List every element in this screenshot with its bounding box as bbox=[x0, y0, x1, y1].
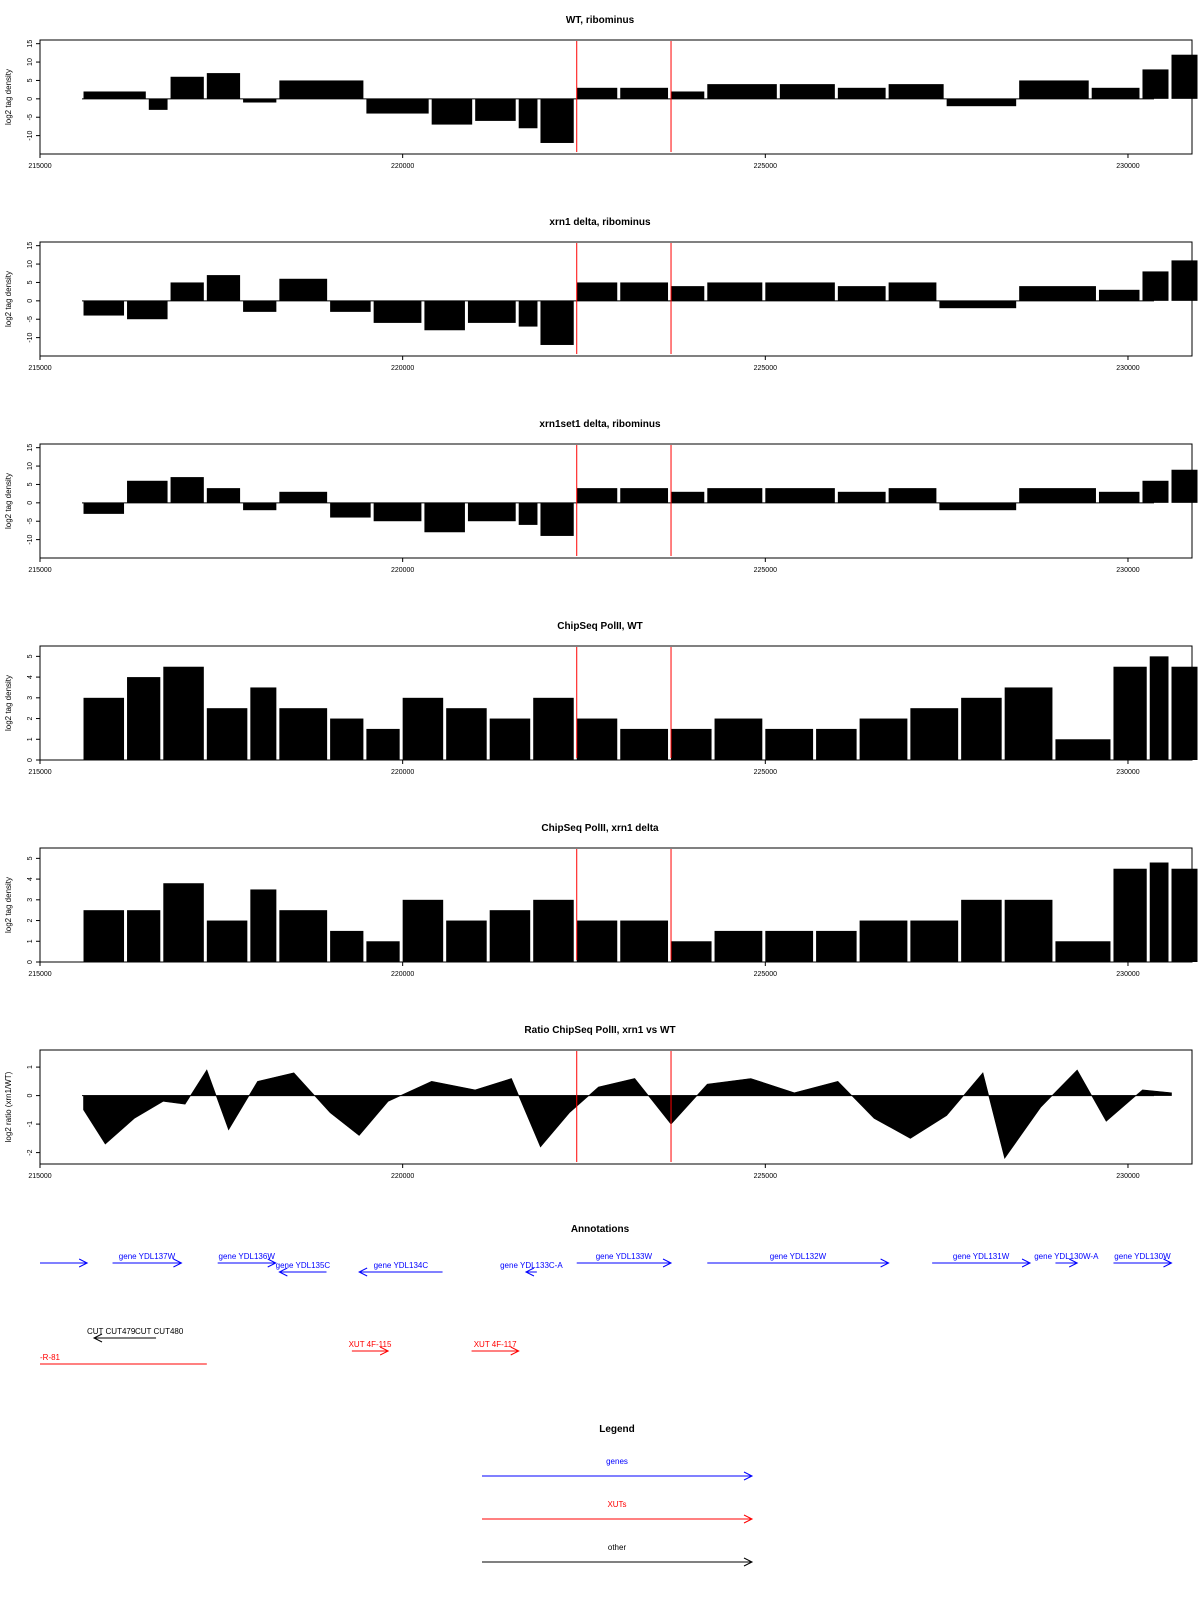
data-bar bbox=[707, 84, 777, 99]
data-bar bbox=[330, 503, 371, 518]
data-bar bbox=[889, 84, 944, 99]
x-tick-label: 225000 bbox=[753, 1173, 777, 1180]
data-bar bbox=[671, 286, 704, 301]
panel-title: Ratio ChipSeq PolII, xrn1 vs WT bbox=[524, 1025, 676, 1036]
legend-label: XUTs bbox=[607, 1500, 627, 1509]
data-bar bbox=[540, 503, 573, 536]
data-bar bbox=[1171, 55, 1197, 99]
x-tick-label: 215000 bbox=[28, 1173, 52, 1180]
data-bar bbox=[149, 99, 168, 110]
data-bar bbox=[171, 77, 204, 99]
x-tick-label: 215000 bbox=[28, 769, 52, 776]
gene-label: gene YDL135C bbox=[275, 1261, 331, 1270]
xut-label: XUT 4F-115 bbox=[348, 1340, 392, 1349]
annotations-title: Annotations bbox=[570, 1224, 630, 1235]
data-bar bbox=[490, 910, 531, 962]
y-tick-label: 5 bbox=[27, 78, 34, 83]
gene-label: gene YDL130W-A bbox=[1034, 1252, 1099, 1261]
data-bar bbox=[171, 282, 204, 300]
data-bar bbox=[540, 99, 573, 143]
x-tick-label: 230000 bbox=[1116, 365, 1140, 372]
data-bar bbox=[671, 729, 712, 760]
data-bar bbox=[127, 301, 168, 319]
y-tick-label: 10 bbox=[27, 260, 34, 268]
data-bar bbox=[243, 301, 276, 312]
data-bar bbox=[330, 301, 371, 312]
data-bar bbox=[860, 719, 908, 760]
data-bar bbox=[1019, 286, 1096, 301]
data-bar bbox=[207, 921, 248, 962]
data-bar bbox=[1171, 470, 1197, 503]
y-tick-label: 0 bbox=[27, 500, 34, 505]
data-bar bbox=[432, 99, 473, 125]
x-tick-label: 225000 bbox=[753, 769, 777, 776]
data-bar bbox=[207, 488, 240, 503]
gene-label: gene YDL134C bbox=[373, 1261, 429, 1270]
data-bar bbox=[279, 279, 327, 301]
y-tick-label: -5 bbox=[27, 114, 34, 121]
x-tick-label: 230000 bbox=[1116, 567, 1140, 574]
data-bar bbox=[707, 282, 762, 300]
data-bar bbox=[838, 286, 886, 301]
y-tick-label: 10 bbox=[27, 58, 34, 66]
x-tick-label: 230000 bbox=[1116, 163, 1140, 170]
data-bar bbox=[1171, 260, 1197, 300]
cut-label-2: CUT CUT480 bbox=[135, 1327, 184, 1336]
data-bar bbox=[1150, 656, 1169, 760]
data-bar bbox=[1113, 667, 1146, 760]
data-bar bbox=[279, 708, 327, 760]
data-bar bbox=[446, 921, 487, 962]
data-bar bbox=[424, 503, 465, 532]
data-bar bbox=[366, 941, 399, 962]
y-axis-label: log2 tag density bbox=[4, 674, 13, 732]
cut-label: CUT CUT479 bbox=[87, 1327, 136, 1336]
data-bar bbox=[540, 301, 573, 345]
x-tick-label: 220000 bbox=[390, 1173, 415, 1180]
data-bar bbox=[1055, 739, 1110, 760]
data-bar bbox=[577, 921, 618, 962]
y-tick-label: -5 bbox=[27, 518, 34, 525]
y-tick-label: 10 bbox=[27, 462, 34, 470]
panel-title: WT, ribominus bbox=[565, 15, 635, 26]
y-tick-label: 2 bbox=[27, 918, 34, 923]
data-bar bbox=[577, 719, 618, 760]
data-bar bbox=[765, 488, 835, 503]
y-tick-label: -10 bbox=[27, 534, 34, 545]
data-bar bbox=[279, 80, 363, 98]
y-tick-label: 4 bbox=[27, 877, 34, 882]
x-tick-label: 220000 bbox=[390, 163, 415, 170]
data-bar bbox=[1019, 488, 1096, 503]
data-bar bbox=[207, 708, 248, 760]
y-tick-label: 0 bbox=[27, 96, 34, 101]
data-bar bbox=[765, 729, 813, 760]
y-tick-label: -10 bbox=[27, 332, 34, 343]
data-bar bbox=[84, 503, 125, 514]
x-tick-label: 220000 bbox=[390, 769, 415, 776]
y-tick-label: -5 bbox=[27, 316, 34, 323]
data-bar bbox=[519, 503, 538, 525]
data-bar bbox=[1171, 667, 1197, 760]
y-tick-label: 0 bbox=[27, 758, 34, 762]
x-tick-label: 220000 bbox=[390, 971, 415, 978]
y-tick-label: 5 bbox=[27, 482, 34, 487]
data-bar bbox=[620, 88, 668, 99]
ratio-area bbox=[84, 1070, 1172, 1158]
data-bar bbox=[243, 503, 276, 510]
y-tick-label: -2 bbox=[27, 1149, 34, 1156]
x-tick-label: 220000 bbox=[390, 365, 415, 372]
y-tick-label: 5 bbox=[27, 654, 34, 659]
panel-2 bbox=[4, 217, 1198, 372]
data-bar bbox=[403, 698, 444, 760]
x-tick-label: 230000 bbox=[1116, 971, 1140, 978]
data-bar bbox=[519, 99, 538, 128]
x-tick-label: 215000 bbox=[28, 567, 52, 574]
gene-label: gene YDL130W bbox=[1114, 1252, 1171, 1261]
data-bar bbox=[961, 900, 1002, 962]
data-bar bbox=[1099, 290, 1140, 301]
y-tick-label: 2 bbox=[27, 716, 34, 721]
data-bar bbox=[715, 719, 763, 760]
gene-label: gene YDL131W bbox=[952, 1252, 1010, 1261]
y-tick-label: 3 bbox=[27, 897, 34, 902]
gene-label: gene YDL133W bbox=[595, 1252, 653, 1261]
y-tick-label: -1 bbox=[27, 1120, 34, 1128]
data-bar bbox=[84, 910, 125, 962]
data-bar bbox=[207, 275, 240, 301]
data-bar bbox=[939, 503, 1016, 510]
data-bar bbox=[475, 99, 516, 121]
y-tick-label: 5 bbox=[27, 280, 34, 285]
data-bar bbox=[84, 91, 146, 98]
y-tick-label: 5 bbox=[27, 856, 34, 861]
panel-title: xrn1set1 delta, ribominus bbox=[539, 419, 661, 430]
y-tick-label: 15 bbox=[27, 241, 34, 250]
data-bar bbox=[84, 698, 125, 760]
data-bar bbox=[1113, 869, 1146, 962]
data-bar bbox=[780, 84, 835, 99]
data-bar bbox=[816, 931, 857, 962]
data-bar bbox=[838, 88, 886, 99]
data-bar bbox=[127, 910, 160, 962]
data-bar bbox=[446, 708, 487, 760]
y-axis-label: log2 tag density bbox=[4, 876, 13, 934]
data-bar bbox=[330, 931, 363, 962]
data-bar bbox=[403, 900, 444, 962]
y-tick-label: -10 bbox=[27, 130, 34, 141]
data-bar bbox=[163, 883, 204, 962]
annotations-panel bbox=[40, 1224, 1171, 1364]
legend-title: Legend bbox=[599, 1424, 635, 1435]
x-tick-label: 230000 bbox=[1116, 1173, 1140, 1180]
data-bar bbox=[838, 492, 886, 503]
y-tick-label: 0 bbox=[27, 298, 34, 303]
y-tick-label: 0 bbox=[27, 1093, 34, 1098]
data-bar bbox=[889, 282, 937, 300]
y-tick-label: 4 bbox=[27, 675, 34, 680]
x-tick-label: 215000 bbox=[28, 365, 52, 372]
panel-title: ChipSeq PolII, xrn1 delta bbox=[541, 823, 659, 834]
data-bar bbox=[910, 921, 958, 962]
data-bar bbox=[374, 301, 422, 323]
data-bar bbox=[1055, 941, 1110, 962]
data-bar bbox=[127, 677, 160, 760]
x-tick-label: 215000 bbox=[28, 971, 52, 978]
data-bar bbox=[620, 488, 668, 503]
x-tick-label: 225000 bbox=[753, 567, 777, 574]
data-bar bbox=[1099, 492, 1140, 503]
data-bar bbox=[577, 88, 618, 99]
data-bar bbox=[1005, 687, 1053, 760]
data-bar bbox=[279, 910, 327, 962]
data-bar bbox=[533, 698, 574, 760]
y-axis-label: log2 tag density bbox=[4, 68, 13, 126]
gene-label: gene YDL133C-A bbox=[500, 1261, 563, 1270]
panel-4 bbox=[4, 621, 1198, 776]
x-tick-label: 225000 bbox=[753, 163, 777, 170]
y-axis-label: log2 ratio (xrn1/WT) bbox=[4, 1071, 13, 1143]
data-bar bbox=[279, 492, 327, 503]
data-bar bbox=[366, 99, 428, 114]
panel-1 bbox=[4, 15, 1198, 170]
y-tick-label: 15 bbox=[27, 443, 34, 452]
data-bar bbox=[671, 492, 704, 503]
x-tick-label: 215000 bbox=[28, 163, 52, 170]
data-bar bbox=[1142, 481, 1168, 503]
data-bar bbox=[1142, 271, 1168, 300]
data-bar bbox=[816, 729, 857, 760]
data-bar bbox=[1171, 869, 1197, 962]
data-bar bbox=[127, 481, 168, 503]
data-bar bbox=[577, 488, 618, 503]
data-bar bbox=[961, 698, 1002, 760]
data-bar bbox=[860, 921, 908, 962]
x-tick-label: 225000 bbox=[753, 365, 777, 372]
data-bar bbox=[765, 282, 835, 300]
data-bar bbox=[366, 729, 399, 760]
data-bar bbox=[620, 282, 668, 300]
data-bar bbox=[163, 667, 204, 760]
x-tick-label: 225000 bbox=[753, 971, 777, 978]
panel-title: ChipSeq PolII, WT bbox=[557, 621, 643, 632]
data-bar bbox=[533, 900, 574, 962]
data-bar bbox=[1142, 69, 1168, 98]
panel-5 bbox=[4, 823, 1198, 978]
legend bbox=[482, 1424, 752, 1566]
data-bar bbox=[947, 99, 1017, 106]
data-bar bbox=[765, 931, 813, 962]
data-bar bbox=[1005, 900, 1053, 962]
xut-bar-label: -R-81 bbox=[40, 1353, 61, 1362]
data-bar bbox=[490, 719, 531, 760]
xut-label: XUT 4F-117 bbox=[473, 1340, 517, 1349]
legend-label: genes bbox=[606, 1457, 628, 1466]
data-bar bbox=[620, 729, 668, 760]
data-bar bbox=[671, 91, 704, 98]
data-bar bbox=[468, 301, 516, 323]
data-bar bbox=[715, 931, 763, 962]
data-bar bbox=[84, 301, 125, 316]
data-bar bbox=[243, 99, 276, 103]
y-tick-label: 1 bbox=[27, 1065, 34, 1070]
data-bar bbox=[424, 301, 465, 330]
y-tick-label: 0 bbox=[27, 960, 34, 964]
y-tick-label: 1 bbox=[27, 939, 34, 944]
data-bar bbox=[207, 73, 240, 99]
panel-3 bbox=[4, 419, 1198, 574]
data-bar bbox=[671, 941, 712, 962]
data-bar bbox=[620, 921, 668, 962]
data-bar bbox=[250, 889, 276, 962]
y-axis-label: log2 tag density bbox=[4, 472, 13, 530]
panel-6 bbox=[4, 1025, 1192, 1180]
x-tick-label: 230000 bbox=[1116, 769, 1140, 776]
gene-label: gene YDL132W bbox=[769, 1252, 827, 1261]
y-tick-label: 3 bbox=[27, 695, 34, 700]
y-tick-label: 1 bbox=[27, 737, 34, 742]
data-bar bbox=[910, 708, 958, 760]
data-bar bbox=[250, 687, 276, 760]
data-bar bbox=[1092, 88, 1140, 99]
gene-label: gene YDL136W bbox=[218, 1252, 275, 1261]
data-bar bbox=[330, 719, 363, 760]
data-bar bbox=[939, 301, 1016, 308]
legend-label: other bbox=[607, 1543, 627, 1552]
y-tick-label: 15 bbox=[27, 39, 34, 48]
data-bar bbox=[707, 488, 762, 503]
data-bar bbox=[374, 503, 422, 521]
gene-label: gene YDL137W bbox=[118, 1252, 176, 1261]
data-bar bbox=[1150, 863, 1169, 962]
y-axis-label: log2 tag density bbox=[4, 270, 13, 328]
panel-title: xrn1 delta, ribominus bbox=[549, 217, 651, 228]
data-bar bbox=[519, 301, 538, 327]
data-bar bbox=[468, 503, 516, 521]
data-bar bbox=[171, 477, 204, 503]
x-tick-label: 220000 bbox=[390, 567, 415, 574]
data-bar bbox=[1019, 80, 1089, 98]
data-bar bbox=[577, 282, 618, 300]
data-bar bbox=[889, 488, 937, 503]
